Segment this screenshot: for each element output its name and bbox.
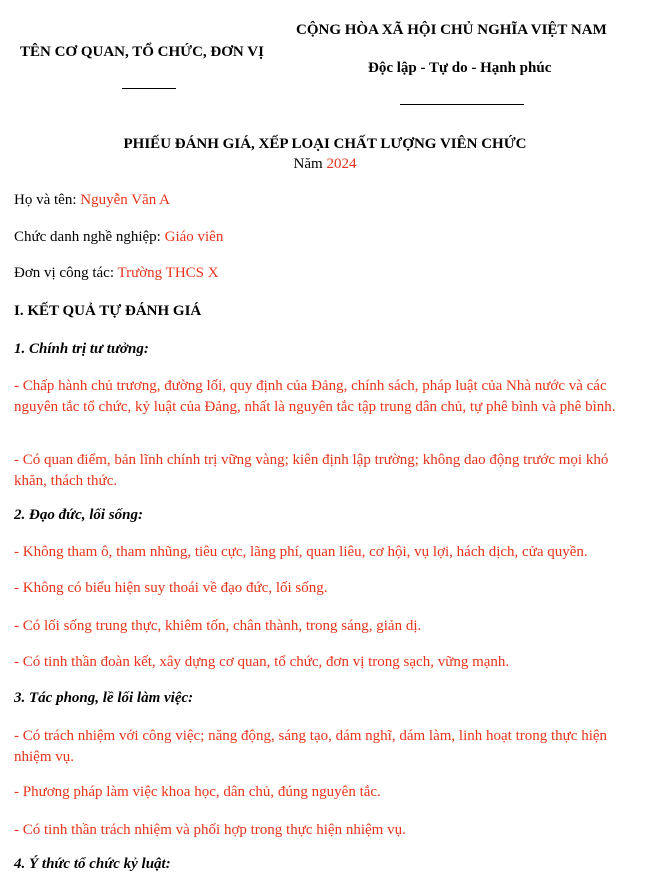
- work-style-item-1: - Có trách nhiệm với công việc; năng động, sáng tạo, dám nghĩ, dám làm, linh hoạt trong thực hiện nhiệm vụ.: [14, 728, 608, 765]
- subsection-heading-discipline: 4. Ý thức tổ chức kỷ luật:: [14, 856, 171, 872]
- name-line: [14, 192, 170, 209]
- document-year: [0, 156, 650, 173]
- year-label: Năm: [293, 156, 323, 172]
- subsection-heading-ethics: 2. Đạo đức, lối sống:: [14, 507, 143, 523]
- subsection-heading-work-style: 3. Tác phong, lề lối làm việc:: [14, 690, 194, 706]
- ethics-item-4: - Có tinh thần đoàn kết, xây dựng cơ quan, tổ chức, đơn vị trong sạch, vững mạnh.: [14, 654, 510, 670]
- org-underline: [122, 88, 176, 89]
- subsection-heading-politics: 1. Chính trị tư tưởng:: [14, 341, 149, 357]
- work-unit-label: Đơn vị công tác:: [14, 265, 114, 281]
- politics-item-2: - Có quan điểm, bản lĩnh chính trị vững vàng; kiên định lập trường; không dao động trước mọi khó khăn, thách thức.: [14, 452, 609, 489]
- country-name: CỘNG HÒA XÃ HỘI CHỦ NGHĨA VIỆT NAM: [296, 22, 607, 38]
- work-unit-line: [14, 265, 219, 282]
- national-motto: Độc lập - Tự do - Hạnh phúc: [368, 60, 552, 76]
- motto-underline: [400, 104, 524, 105]
- work-style-item-2: - Phương pháp làm việc khoa học, dân chủ, đúng nguyên tắc.: [14, 784, 381, 800]
- politics-item-1: - Chấp hành chủ trương, đường lối, quy định của Đảng, chính sách, pháp luật của Nhà nước và các nguyên tắc tổ chức, kỷ luật của Đảng, nhất là nguyên tắc tập trung dân chủ, tự phê bình và phê bình.: [14, 378, 616, 415]
- name-value: Nguyễn Văn A: [80, 192, 170, 208]
- work-style-item-3: - Có tinh thần trách nhiệm và phối hợp trong thực hiện nhiệm vụ.: [14, 822, 406, 838]
- ethics-item-3: - Có lối sống trung thực, khiêm tốn, chân thành, trong sáng, giản dị.: [14, 618, 422, 634]
- ethics-item-1: - Không tham ô, tham nhũng, tiêu cực, lãng phí, quan liêu, cơ hội, vụ lợi, hách dịch, cửa quyền.: [14, 544, 588, 560]
- job-title-value: Giáo viên: [164, 229, 224, 245]
- job-title-line: [14, 229, 223, 246]
- name-label: Họ và tên:: [14, 192, 77, 208]
- ethics-item-2: - Không có biểu hiện suy thoái về đạo đức, lối sống.: [14, 580, 328, 596]
- document-title: PHIẾU ĐÁNH GIÁ, XẾP LOẠI CHẤT LƯỢNG VIÊN CHỨC: [123, 136, 527, 152]
- work-unit-value: Trường THCS X: [117, 265, 219, 281]
- organization-name: TÊN CƠ QUAN, TỔ CHỨC, ĐƠN VỊ: [20, 44, 264, 60]
- year-value: 2024: [326, 156, 357, 172]
- section-heading: I. KẾT QUẢ TỰ ĐÁNH GIÁ: [14, 303, 202, 319]
- job-title-label: Chức danh nghề nghiệp:: [14, 229, 161, 245]
